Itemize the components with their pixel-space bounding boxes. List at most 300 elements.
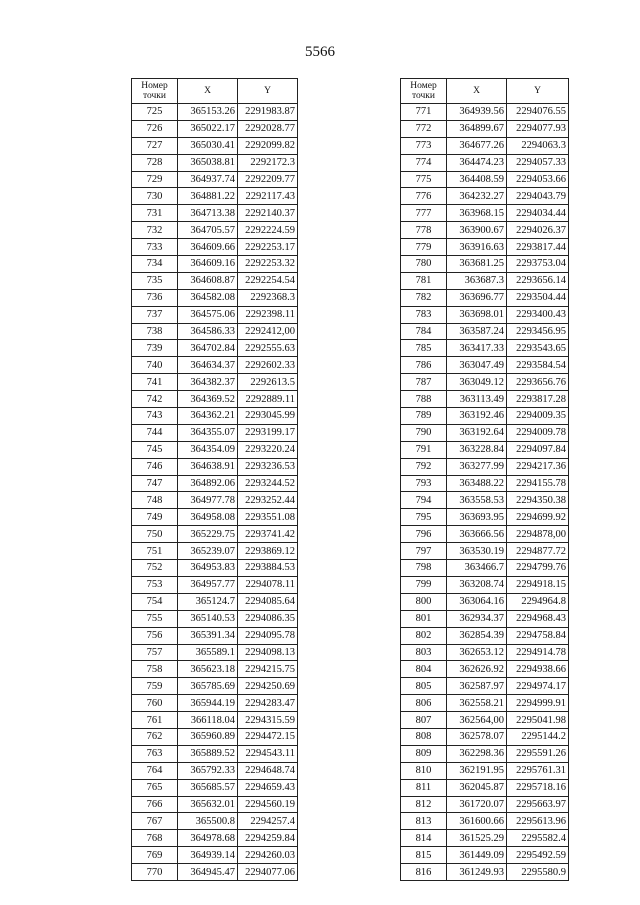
point-number-cell: 806 bbox=[401, 695, 447, 712]
point-number-cell: 762 bbox=[132, 728, 178, 745]
table-row bbox=[401, 678, 569, 695]
y-coordinate-cell: 2294560.19 bbox=[238, 796, 298, 813]
table-row bbox=[401, 188, 569, 205]
x-coordinate-cell: 363192.46 bbox=[447, 408, 507, 425]
x-coordinate-cell: 364369.52 bbox=[178, 391, 238, 408]
table-header-row bbox=[132, 79, 298, 104]
point-number-cell: 757 bbox=[132, 644, 178, 661]
point-number-cell: 781 bbox=[401, 272, 447, 289]
x-coordinate-cell: 364939.56 bbox=[447, 104, 507, 121]
y-coordinate-cell: 2292099.82 bbox=[238, 137, 298, 154]
x-coordinate-cell: 362045.87 bbox=[447, 779, 507, 796]
table-row bbox=[401, 424, 569, 441]
x-coordinate-cell: 362587.97 bbox=[447, 678, 507, 695]
point-number-cell: 747 bbox=[132, 475, 178, 492]
y-coordinate-cell: 2294009.35 bbox=[507, 408, 569, 425]
x-coordinate-cell: 364608.87 bbox=[178, 272, 238, 289]
x-coordinate-cell: 362854.39 bbox=[447, 627, 507, 644]
table-row bbox=[401, 509, 569, 526]
table-row bbox=[132, 391, 298, 408]
y-coordinate-cell: 2294799.76 bbox=[507, 560, 569, 577]
point-number-cell: 768 bbox=[132, 830, 178, 847]
point-number-cell: 811 bbox=[401, 779, 447, 796]
point-number-cell: 800 bbox=[401, 593, 447, 610]
x-coordinate-cell: 363698.01 bbox=[447, 306, 507, 323]
x-coordinate-cell: 366118.04 bbox=[178, 712, 238, 729]
y-coordinate-cell: 2292254.54 bbox=[238, 272, 298, 289]
point-number-cell: 739 bbox=[132, 340, 178, 357]
x-coordinate-cell: 363417.33 bbox=[447, 340, 507, 357]
point-number-cell: 731 bbox=[132, 205, 178, 222]
table-row bbox=[132, 340, 298, 357]
table-row bbox=[401, 813, 569, 830]
table-row bbox=[401, 475, 569, 492]
table-row bbox=[401, 492, 569, 509]
x-coordinate-cell: 363064.16 bbox=[447, 593, 507, 610]
y-coordinate-cell: 2294472.15 bbox=[238, 728, 298, 745]
table-row bbox=[401, 239, 569, 256]
x-coordinate-cell: 362558.21 bbox=[447, 695, 507, 712]
table-row bbox=[401, 593, 569, 610]
x-coordinate-cell: 364958.08 bbox=[178, 509, 238, 526]
x-coordinate-cell: 364978.68 bbox=[178, 830, 238, 847]
point-number-cell: 734 bbox=[132, 256, 178, 273]
y-coordinate-cell: 2294877.72 bbox=[507, 543, 569, 560]
table-row bbox=[132, 796, 298, 813]
point-number-cell: 740 bbox=[132, 357, 178, 374]
x-coordinate-cell: 361600.66 bbox=[447, 813, 507, 830]
x-coordinate-cell: 365960.89 bbox=[178, 728, 238, 745]
y-coordinate-cell: 2294009.78 bbox=[507, 424, 569, 441]
y-coordinate-cell: 2294155.78 bbox=[507, 475, 569, 492]
x-coordinate-cell: 363666.56 bbox=[447, 526, 507, 543]
point-number-cell: 802 bbox=[401, 627, 447, 644]
table-row bbox=[132, 289, 298, 306]
table-row bbox=[132, 610, 298, 627]
coordinates-table-right bbox=[400, 78, 569, 881]
point-number-cell: 788 bbox=[401, 391, 447, 408]
table-row bbox=[132, 678, 298, 695]
point-number-cell: 730 bbox=[132, 188, 178, 205]
x-coordinate-cell: 365632.01 bbox=[178, 796, 238, 813]
x-coordinate-cell: 362578.07 bbox=[447, 728, 507, 745]
x-coordinate-cell: 364945.47 bbox=[178, 864, 238, 881]
table-row bbox=[401, 154, 569, 171]
y-coordinate-cell: 2294964.8 bbox=[507, 593, 569, 610]
y-coordinate-cell: 2294758.84 bbox=[507, 627, 569, 644]
point-number-cell: 749 bbox=[132, 509, 178, 526]
x-coordinate-cell: 362626.92 bbox=[447, 661, 507, 678]
table-row bbox=[132, 104, 298, 121]
point-number-cell: 782 bbox=[401, 289, 447, 306]
table-row bbox=[132, 357, 298, 374]
table-row bbox=[132, 576, 298, 593]
table-row bbox=[132, 644, 298, 661]
x-coordinate-cell: 364937.74 bbox=[178, 171, 238, 188]
y-coordinate-cell: 2294078.11 bbox=[238, 576, 298, 593]
x-coordinate-cell: 363900.67 bbox=[447, 222, 507, 239]
point-number-cell: 791 bbox=[401, 441, 447, 458]
point-number-cell: 743 bbox=[132, 408, 178, 425]
y-coordinate-cell: 2292117.43 bbox=[238, 188, 298, 205]
y-coordinate-cell: 2294077.06 bbox=[238, 864, 298, 881]
y-coordinate-cell: 2294257.4 bbox=[238, 813, 298, 830]
point-number-cell: 726 bbox=[132, 120, 178, 137]
y-coordinate-cell: 2294659.43 bbox=[238, 779, 298, 796]
x-coordinate-cell: 364939.14 bbox=[178, 847, 238, 864]
y-coordinate-cell: 2293551.08 bbox=[238, 509, 298, 526]
x-coordinate-cell: 361249.93 bbox=[447, 864, 507, 881]
table-row bbox=[132, 712, 298, 729]
table-row bbox=[132, 120, 298, 137]
point-number-cell: 728 bbox=[132, 154, 178, 171]
point-number-cell: 741 bbox=[132, 374, 178, 391]
table-row bbox=[401, 357, 569, 374]
y-coordinate-cell: 2293656.14 bbox=[507, 272, 569, 289]
table-row bbox=[401, 543, 569, 560]
point-number-cell: 775 bbox=[401, 171, 447, 188]
header-point-number: Номер точки bbox=[401, 79, 447, 104]
point-number-cell: 745 bbox=[132, 441, 178, 458]
x-coordinate-cell: 363916.63 bbox=[447, 239, 507, 256]
point-number-cell: 733 bbox=[132, 239, 178, 256]
y-coordinate-cell: 2295580.9 bbox=[507, 864, 569, 881]
table-row bbox=[401, 745, 569, 762]
point-number-cell: 735 bbox=[132, 272, 178, 289]
y-coordinate-cell: 2294283.47 bbox=[238, 695, 298, 712]
x-coordinate-cell: 365022.17 bbox=[178, 120, 238, 137]
point-number-cell: 763 bbox=[132, 745, 178, 762]
header-y: Y bbox=[507, 79, 569, 104]
y-coordinate-cell: 2292253.32 bbox=[238, 256, 298, 273]
point-number-cell: 758 bbox=[132, 661, 178, 678]
x-coordinate-cell: 365030.41 bbox=[178, 137, 238, 154]
y-coordinate-cell: 2295663.97 bbox=[507, 796, 569, 813]
x-coordinate-cell: 365229.75 bbox=[178, 526, 238, 543]
point-number-cell: 765 bbox=[132, 779, 178, 796]
point-number-cell: 746 bbox=[132, 458, 178, 475]
x-coordinate-cell: 361720.07 bbox=[447, 796, 507, 813]
y-coordinate-cell: 2294259.84 bbox=[238, 830, 298, 847]
y-coordinate-cell: 2294914.78 bbox=[507, 644, 569, 661]
table-row bbox=[401, 762, 569, 779]
table-row bbox=[401, 289, 569, 306]
x-coordinate-cell: 364892.06 bbox=[178, 475, 238, 492]
x-coordinate-cell: 364713.38 bbox=[178, 205, 238, 222]
point-number-cell: 752 bbox=[132, 560, 178, 577]
y-coordinate-cell: 2294968.43 bbox=[507, 610, 569, 627]
point-number-cell: 809 bbox=[401, 745, 447, 762]
x-coordinate-cell: 363968.15 bbox=[447, 205, 507, 222]
x-coordinate-cell: 362191.95 bbox=[447, 762, 507, 779]
y-coordinate-cell: 2295041.98 bbox=[507, 712, 569, 729]
point-number-cell: 786 bbox=[401, 357, 447, 374]
point-number-cell: 807 bbox=[401, 712, 447, 729]
y-coordinate-cell: 2293236.53 bbox=[238, 458, 298, 475]
header-x: X bbox=[447, 79, 507, 104]
table-row bbox=[401, 137, 569, 154]
x-coordinate-cell: 363530.19 bbox=[447, 543, 507, 560]
y-coordinate-cell: 2293400.43 bbox=[507, 306, 569, 323]
table-row bbox=[401, 256, 569, 273]
table-row bbox=[401, 847, 569, 864]
y-coordinate-cell: 2294918.15 bbox=[507, 576, 569, 593]
table-row bbox=[132, 272, 298, 289]
y-coordinate-cell: 2295761.31 bbox=[507, 762, 569, 779]
y-coordinate-cell: 2294085.64 bbox=[238, 593, 298, 610]
table-row bbox=[401, 712, 569, 729]
y-coordinate-cell: 2294217.36 bbox=[507, 458, 569, 475]
point-number-cell: 795 bbox=[401, 509, 447, 526]
x-coordinate-cell: 363049.12 bbox=[447, 374, 507, 391]
y-coordinate-cell: 2293741.42 bbox=[238, 526, 298, 543]
y-coordinate-cell: 2293817.28 bbox=[507, 391, 569, 408]
point-number-cell: 727 bbox=[132, 137, 178, 154]
point-number-cell: 785 bbox=[401, 340, 447, 357]
x-coordinate-cell: 365038.81 bbox=[178, 154, 238, 171]
point-number-cell: 777 bbox=[401, 205, 447, 222]
point-number-cell: 729 bbox=[132, 171, 178, 188]
x-coordinate-cell: 364609.16 bbox=[178, 256, 238, 273]
y-coordinate-cell: 2292602.33 bbox=[238, 357, 298, 374]
point-number-cell: 736 bbox=[132, 289, 178, 306]
table-row bbox=[132, 323, 298, 340]
header-x: X bbox=[178, 79, 238, 104]
table-row bbox=[401, 120, 569, 137]
x-coordinate-cell: 364977.78 bbox=[178, 492, 238, 509]
x-coordinate-cell: 363693.95 bbox=[447, 509, 507, 526]
header-y: Y bbox=[238, 79, 298, 104]
x-coordinate-cell: 362564,00 bbox=[447, 712, 507, 729]
y-coordinate-cell: 2294648.74 bbox=[238, 762, 298, 779]
y-coordinate-cell: 2292253.17 bbox=[238, 239, 298, 256]
point-number-cell: 738 bbox=[132, 323, 178, 340]
table-row bbox=[132, 847, 298, 864]
table-row bbox=[132, 137, 298, 154]
table-row bbox=[401, 526, 569, 543]
x-coordinate-cell: 365785.69 bbox=[178, 678, 238, 695]
point-number-cell: 780 bbox=[401, 256, 447, 273]
table-row bbox=[401, 779, 569, 796]
point-number-cell: 778 bbox=[401, 222, 447, 239]
y-coordinate-cell: 2294938.66 bbox=[507, 661, 569, 678]
point-number-cell: 799 bbox=[401, 576, 447, 593]
y-coordinate-cell: 2295718.16 bbox=[507, 779, 569, 796]
x-coordinate-cell: 362298.36 bbox=[447, 745, 507, 762]
table-row bbox=[401, 830, 569, 847]
table-row bbox=[132, 695, 298, 712]
point-number-cell: 779 bbox=[401, 239, 447, 256]
y-coordinate-cell: 2295492.59 bbox=[507, 847, 569, 864]
x-coordinate-cell: 364638.91 bbox=[178, 458, 238, 475]
y-coordinate-cell: 2293199.17 bbox=[238, 424, 298, 441]
table-row bbox=[401, 408, 569, 425]
x-coordinate-cell: 363558.53 bbox=[447, 492, 507, 509]
table-row bbox=[401, 306, 569, 323]
y-coordinate-cell: 2292172.3 bbox=[238, 154, 298, 171]
y-coordinate-cell: 2292140.37 bbox=[238, 205, 298, 222]
y-coordinate-cell: 2294086.35 bbox=[238, 610, 298, 627]
table-header-row bbox=[401, 79, 569, 104]
y-coordinate-cell: 2293869.12 bbox=[238, 543, 298, 560]
x-coordinate-cell: 364474.23 bbox=[447, 154, 507, 171]
x-coordinate-cell: 364575.06 bbox=[178, 306, 238, 323]
point-number-cell: 792 bbox=[401, 458, 447, 475]
point-number-cell: 732 bbox=[132, 222, 178, 239]
table-row bbox=[401, 560, 569, 577]
point-number-cell: 756 bbox=[132, 627, 178, 644]
table-row bbox=[132, 188, 298, 205]
table-row bbox=[132, 728, 298, 745]
point-number-cell: 790 bbox=[401, 424, 447, 441]
point-number-cell: 755 bbox=[132, 610, 178, 627]
point-number-cell: 774 bbox=[401, 154, 447, 171]
x-coordinate-cell: 364355.07 bbox=[178, 424, 238, 441]
point-number-cell: 751 bbox=[132, 543, 178, 560]
y-coordinate-cell: 2293656.76 bbox=[507, 374, 569, 391]
y-coordinate-cell: 2294034.44 bbox=[507, 205, 569, 222]
x-coordinate-cell: 364362.21 bbox=[178, 408, 238, 425]
x-coordinate-cell: 365140.53 bbox=[178, 610, 238, 627]
y-coordinate-cell: 2293543.65 bbox=[507, 340, 569, 357]
table-row bbox=[401, 695, 569, 712]
point-number-cell: 770 bbox=[132, 864, 178, 881]
y-coordinate-cell: 2292224.59 bbox=[238, 222, 298, 239]
point-number-cell: 764 bbox=[132, 762, 178, 779]
y-coordinate-cell: 2294350.38 bbox=[507, 492, 569, 509]
point-number-cell: 804 bbox=[401, 661, 447, 678]
point-number-cell: 766 bbox=[132, 796, 178, 813]
coordinates-table-left bbox=[131, 78, 298, 881]
point-number-cell: 750 bbox=[132, 526, 178, 543]
table-row bbox=[401, 374, 569, 391]
point-number-cell: 760 bbox=[132, 695, 178, 712]
y-coordinate-cell: 2295582.4 bbox=[507, 830, 569, 847]
point-number-cell: 784 bbox=[401, 323, 447, 340]
point-number-cell: 803 bbox=[401, 644, 447, 661]
x-coordinate-cell: 362653.12 bbox=[447, 644, 507, 661]
y-coordinate-cell: 2294097.84 bbox=[507, 441, 569, 458]
y-coordinate-cell: 2293504.44 bbox=[507, 289, 569, 306]
point-number-cell: 797 bbox=[401, 543, 447, 560]
x-coordinate-cell: 365124.7 bbox=[178, 593, 238, 610]
x-coordinate-cell: 363192.64 bbox=[447, 424, 507, 441]
point-number-cell: 725 bbox=[132, 104, 178, 121]
x-coordinate-cell: 363696.77 bbox=[447, 289, 507, 306]
table-row bbox=[132, 779, 298, 796]
y-coordinate-cell: 2294063.3 bbox=[507, 137, 569, 154]
y-coordinate-cell: 2294543.11 bbox=[238, 745, 298, 762]
y-coordinate-cell: 2293753.04 bbox=[507, 256, 569, 273]
point-number-cell: 789 bbox=[401, 408, 447, 425]
x-coordinate-cell: 364705.57 bbox=[178, 222, 238, 239]
x-coordinate-cell: 363687.3 bbox=[447, 272, 507, 289]
table-row bbox=[132, 154, 298, 171]
point-number-cell: 801 bbox=[401, 610, 447, 627]
point-number-cell: 753 bbox=[132, 576, 178, 593]
y-coordinate-cell: 2294699.92 bbox=[507, 509, 569, 526]
x-coordinate-cell: 363047.49 bbox=[447, 357, 507, 374]
table-row bbox=[132, 762, 298, 779]
point-number-cell: 759 bbox=[132, 678, 178, 695]
table-row bbox=[401, 391, 569, 408]
y-coordinate-cell: 2295613.96 bbox=[507, 813, 569, 830]
y-coordinate-cell: 2293252.44 bbox=[238, 492, 298, 509]
x-coordinate-cell: 361525.29 bbox=[447, 830, 507, 847]
table-row bbox=[401, 441, 569, 458]
point-number-cell: 754 bbox=[132, 593, 178, 610]
point-number-cell: 767 bbox=[132, 813, 178, 830]
point-number-cell: 772 bbox=[401, 120, 447, 137]
x-coordinate-cell: 364953.83 bbox=[178, 560, 238, 577]
x-coordinate-cell: 364702.84 bbox=[178, 340, 238, 357]
x-coordinate-cell: 365500.8 bbox=[178, 813, 238, 830]
y-coordinate-cell: 2294057.33 bbox=[507, 154, 569, 171]
y-coordinate-cell: 2293584.54 bbox=[507, 357, 569, 374]
point-number-cell: 805 bbox=[401, 678, 447, 695]
x-coordinate-cell: 365589.1 bbox=[178, 644, 238, 661]
x-coordinate-cell: 363113.49 bbox=[447, 391, 507, 408]
table-row bbox=[401, 340, 569, 357]
y-coordinate-cell: 2294053.66 bbox=[507, 171, 569, 188]
y-coordinate-cell: 2292398.11 bbox=[238, 306, 298, 323]
point-number-cell: 808 bbox=[401, 728, 447, 745]
x-coordinate-cell: 363228.84 bbox=[447, 441, 507, 458]
table-row bbox=[401, 610, 569, 627]
y-coordinate-cell: 2294999.91 bbox=[507, 695, 569, 712]
table-row bbox=[401, 458, 569, 475]
table-row bbox=[132, 441, 298, 458]
y-coordinate-cell: 2291983.87 bbox=[238, 104, 298, 121]
table-row bbox=[132, 458, 298, 475]
table-row bbox=[132, 239, 298, 256]
table-row bbox=[132, 475, 298, 492]
point-number-cell: 737 bbox=[132, 306, 178, 323]
y-coordinate-cell: 2293244.52 bbox=[238, 475, 298, 492]
point-number-cell: 794 bbox=[401, 492, 447, 509]
x-coordinate-cell: 363277.99 bbox=[447, 458, 507, 475]
table-row bbox=[132, 222, 298, 239]
y-coordinate-cell: 2292028.77 bbox=[238, 120, 298, 137]
table-row bbox=[132, 745, 298, 762]
x-coordinate-cell: 364899.67 bbox=[447, 120, 507, 137]
x-coordinate-cell: 365391.34 bbox=[178, 627, 238, 644]
y-coordinate-cell: 2293884.53 bbox=[238, 560, 298, 577]
header-point-number: Номер точки bbox=[132, 79, 178, 104]
table-row bbox=[401, 323, 569, 340]
y-coordinate-cell: 2294098.13 bbox=[238, 644, 298, 661]
table-row bbox=[401, 796, 569, 813]
point-number-cell: 796 bbox=[401, 526, 447, 543]
point-number-cell: 748 bbox=[132, 492, 178, 509]
point-number-cell: 744 bbox=[132, 424, 178, 441]
point-number-cell: 787 bbox=[401, 374, 447, 391]
table-row bbox=[401, 576, 569, 593]
point-number-cell: 812 bbox=[401, 796, 447, 813]
y-coordinate-cell: 2292209.77 bbox=[238, 171, 298, 188]
point-number-cell: 816 bbox=[401, 864, 447, 881]
table-row bbox=[132, 205, 298, 222]
point-number-cell: 742 bbox=[132, 391, 178, 408]
table-row bbox=[132, 306, 298, 323]
x-coordinate-cell: 364408.59 bbox=[447, 171, 507, 188]
table-row bbox=[132, 509, 298, 526]
table-row bbox=[132, 813, 298, 830]
x-coordinate-cell: 364957.77 bbox=[178, 576, 238, 593]
y-coordinate-cell: 2294095.78 bbox=[238, 627, 298, 644]
point-number-cell: 771 bbox=[401, 104, 447, 121]
x-coordinate-cell: 361449.09 bbox=[447, 847, 507, 864]
